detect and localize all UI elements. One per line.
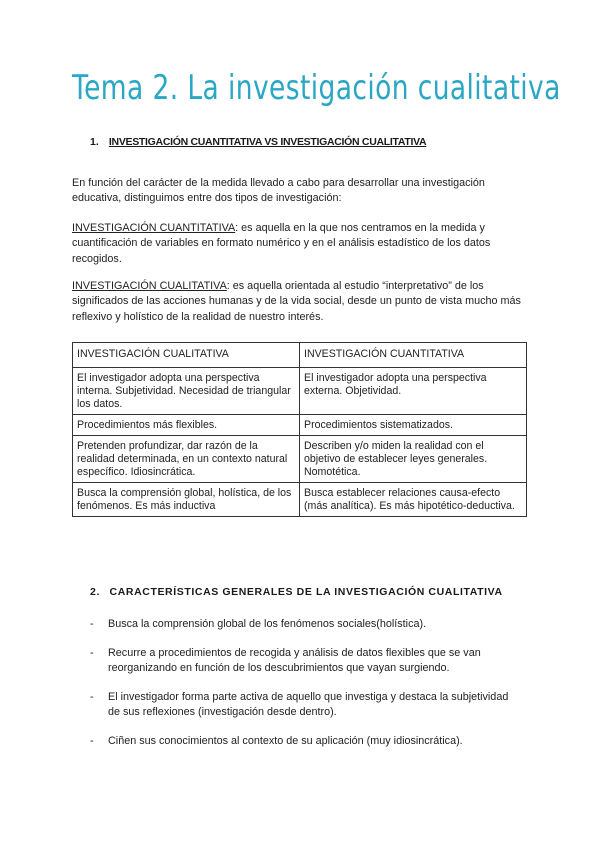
cuantitativa-definition: : es aquella en la que nos centramos en la medida y cuantificación de variables en formato numérico y en el análisis estadístico de los datos recogidos. — [72, 221, 491, 265]
table-row — [73, 415, 527, 436]
list-item-text: Ciñen sus conocimientos al contexto de su aplicación (muy idiosincrática). — [108, 734, 463, 747]
table-cell: Procedimientos sistematizados. — [300, 415, 527, 436]
bullet-marker: - — [90, 646, 94, 659]
table-cell: Procedimientos más flexibles. — [73, 415, 300, 436]
bullet-marker: - — [90, 690, 94, 703]
characteristics-list — [90, 617, 510, 762]
table-row — [73, 368, 527, 415]
table-cell: Busca la comprensión global, holística, de los fenómenos. Es más inductiva — [73, 483, 300, 517]
list-item-text: El investigador forma parte activa de aquello que investiga y destaca la subjetividad de sus reflexiones (investigación desde dentro). — [108, 690, 509, 718]
table-header-cell: INVESTIGACIÓN CUALITATIVA — [73, 343, 300, 368]
table-row — [73, 436, 527, 483]
cuantitativa-paragraph — [72, 221, 532, 268]
cuantitativa-term: INVESTIGACIÓN CUANTITATIVA — [72, 221, 236, 234]
list-item-text: Busca la comprensión global de los fenómenos sociales(holística). — [108, 618, 427, 630]
comparison-table — [72, 342, 527, 517]
section-1-number: 1. — [90, 136, 99, 148]
table-header-cell: INVESTIGACIÓN CUANTITATIVA — [300, 343, 527, 368]
table-row — [73, 483, 527, 517]
table-cell: El investigador adopta una perspectiva externa. Objetividad. — [300, 368, 527, 415]
cualitativa-paragraph — [72, 279, 532, 326]
section-1-heading — [90, 136, 426, 148]
table-cell: Describen y/o miden la realidad con el objetivo de establecer leyes generales. Nomotética. — [300, 436, 527, 483]
list-item — [90, 690, 510, 721]
cualitativa-term: INVESTIGACIÓN CUALITATIVA — [72, 279, 227, 292]
section-2-title: CARACTERÍSTICAS GENERALES DE LA INVESTIGACIÓN CUALITATIVA — [109, 586, 503, 598]
list-item — [90, 646, 510, 677]
bullet-marker: - — [90, 618, 94, 630]
section-2-number: 2. — [90, 586, 100, 598]
table-cell: Pretenden profundizar, dar razón de la realidad determinada, en un contexto natural específico. Idiosincrática. — [73, 436, 300, 483]
section-2-heading — [90, 586, 503, 598]
list-item-text: Recurre a procedimientos de recogida y análisis de datos flexibles que se van reorganizando en función de los descubrimientos que vayan surgiendo. — [108, 646, 481, 674]
list-item — [90, 617, 510, 633]
list-item — [90, 734, 510, 750]
bullet-marker: - — [90, 734, 94, 747]
table-cell: Busca establecer relaciones causa-efecto (más analítica). Es más hipotético-deductiva. — [300, 483, 527, 517]
table-header-row — [73, 343, 527, 368]
table-cell: El investigador adopta una perspectiva interna. Subjetividad. Necesidad de triangular los datos. — [73, 368, 300, 415]
section-1-title: INVESTIGACIÓN CUANTITATIVA VS INVESTIGACIÓN CUALITATIVA — [108, 136, 427, 148]
cualitativa-definition: : es aquella orientada al estudio “interpretativo” de los significados de las acciones humanas y de la vida social, desde un punto de vista mucho más reflexivo y holístico de la realidad de nuestro interés. — [72, 279, 521, 323]
page-title: Tema 2. La investigación cualitativa — [72, 68, 561, 108]
intro-paragraph: En función del carácter de la medida llevado a cabo para desarrollar una investigación educativa, distinguimos entre dos tipos de investigación: — [72, 176, 485, 205]
